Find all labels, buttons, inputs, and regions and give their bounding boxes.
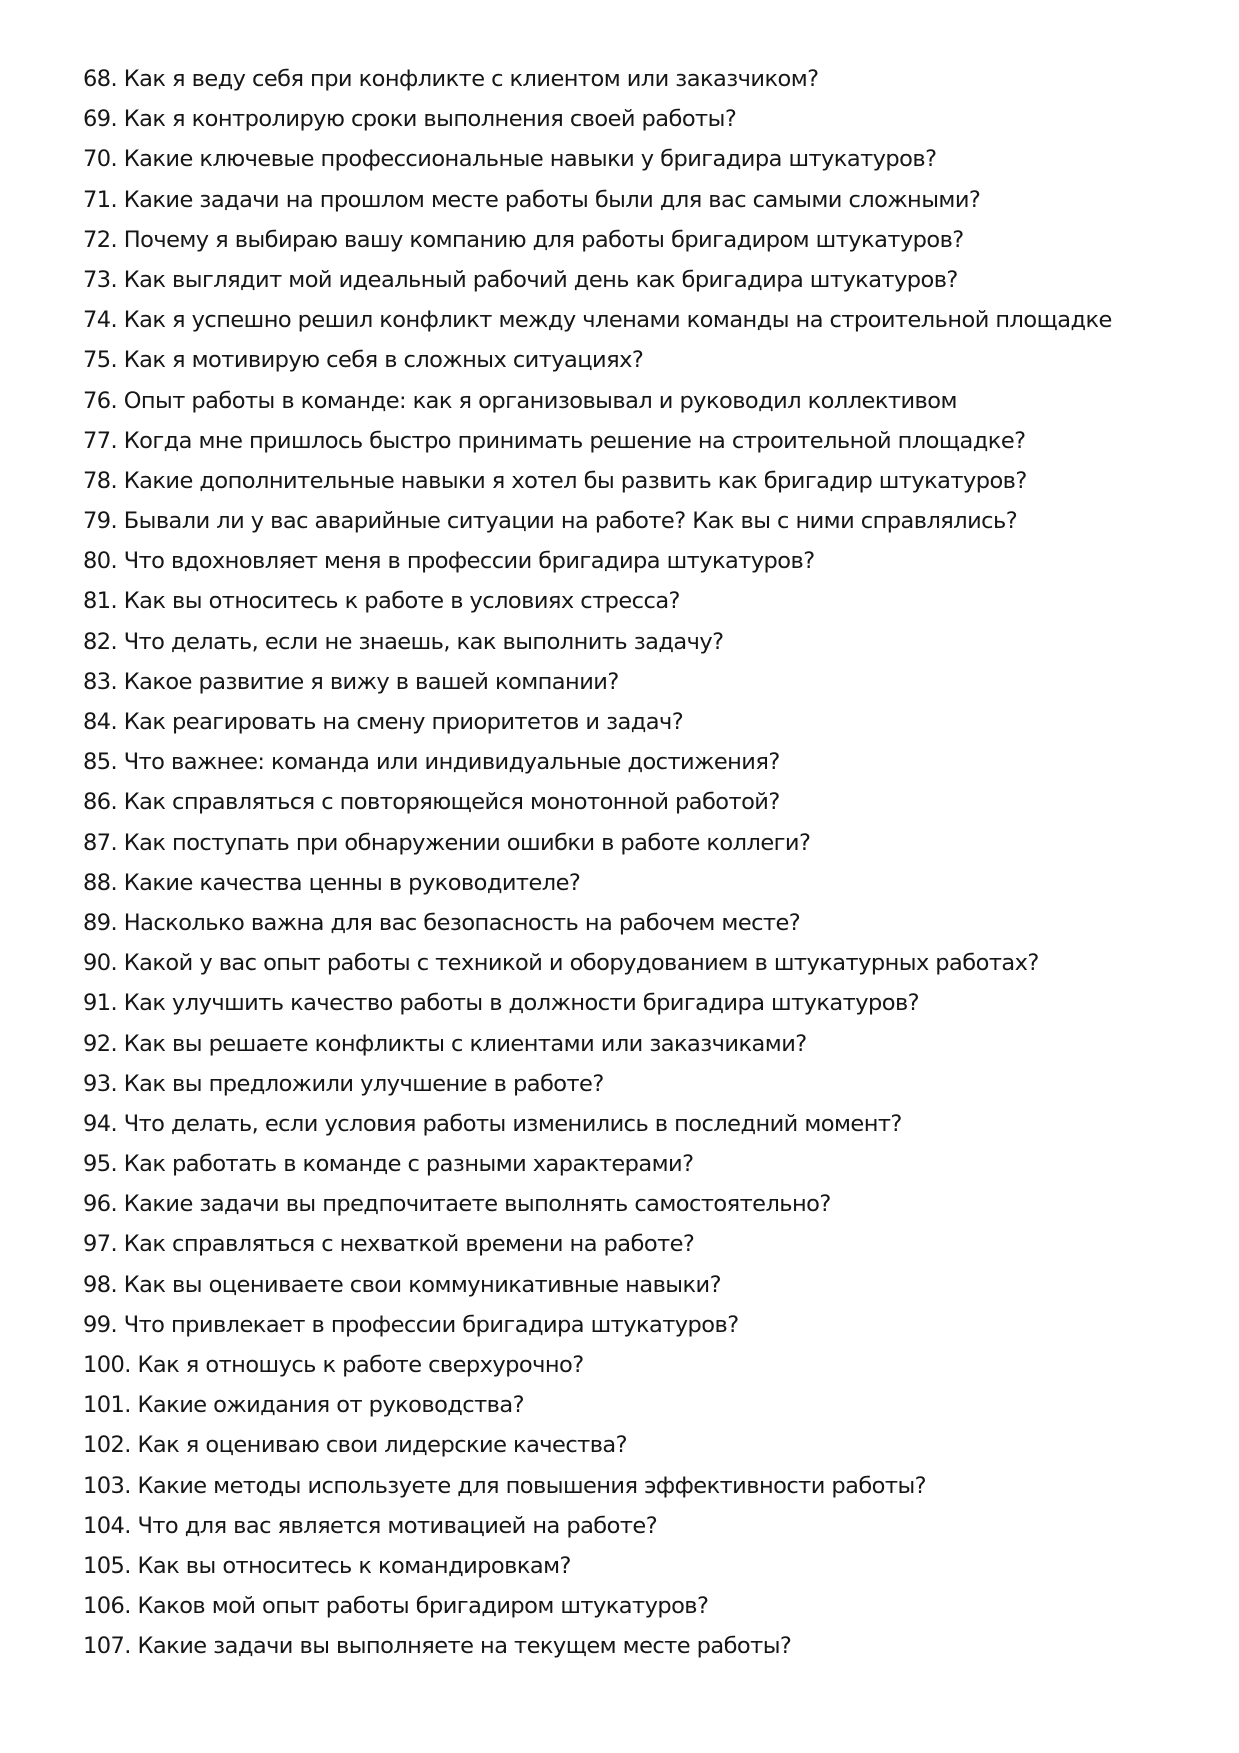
- question-item: 97. Как справляться с нехваткой времени на работе?: [83, 1231, 695, 1258]
- question-item: 90. Какой у вас опыт работы с техникой и оборудованием в штукатурных работах?: [83, 950, 1039, 977]
- question-item: 104. Что для вас является мотивацией на работе?: [83, 1512, 658, 1539]
- question-item: 93. Как вы предложили улучшение в работе?: [83, 1070, 604, 1097]
- question-item: 76. Опыт работы в команде: как я организовывал и руководил коллективом: [83, 387, 957, 414]
- question-item: 105. Как вы относитесь к командировкам?: [83, 1552, 571, 1579]
- question-item: 69. Как я контролирую сроки выполнения своей работы?: [83, 106, 737, 133]
- question-item: 98. Как вы оцениваете свои коммуникативные навыки?: [83, 1271, 722, 1298]
- question-item: 86. Как справляться с повторяющейся монотонной работой?: [83, 789, 780, 816]
- question-item: 82. Что делать, если не знаешь, как выполнить задачу?: [83, 628, 724, 655]
- question-list: [83, 59, 1203, 1667]
- question-item: 103. Какие методы используете для повышения эффективности работы?: [83, 1472, 927, 1499]
- question-item: 73. Как выглядит мой идеальный рабочий день как бригадира штукатуров?: [83, 266, 958, 293]
- question-item: 99. Что привлекает в профессии бригадира штукатуров?: [83, 1311, 739, 1338]
- question-item: 84. Как реагировать на смену приоритетов и задач?: [83, 709, 684, 735]
- question-item: 94. Что делать, если условия работы изменились в последний момент?: [83, 1110, 902, 1137]
- question-item: 83. Какое развитие я вижу в вашей компании?: [83, 668, 619, 695]
- question-item: 92. Как вы решаете конфликты с клиентами или заказчиками?: [83, 1030, 807, 1057]
- question-item: 79. Бывали ли у вас аварийные ситуации на работе? Как вы с ними справлялись?: [83, 508, 1018, 535]
- question-item: 106. Каков мой опыт работы бригадиром штукатуров?: [83, 1593, 709, 1620]
- question-item: 107. Какие задачи вы выполняете на текущем месте работы?: [83, 1633, 792, 1660]
- question-item: 88. Какие качества ценны в руководителе?: [83, 869, 581, 896]
- question-item: 77. Когда мне пришлось быстро принимать решение на строительной площадке?: [83, 427, 1026, 454]
- question-item: 96. Какие задачи вы предпочитаете выполнять самостоятельно?: [83, 1191, 831, 1218]
- question-item: 70. Какие ключевые профессиональные навыки у бригадира штукатуров?: [83, 146, 937, 173]
- question-item: 91. Как улучшить качество работы в должности бригадира штукатуров?: [83, 990, 920, 1017]
- question-item: 89. Насколько важна для вас безопасность на рабочем месте?: [83, 909, 801, 936]
- question-item: 87. Как поступать при обнаружении ошибки в работе коллеги?: [83, 829, 811, 856]
- question-item: 80. Что вдохновляет меня в профессии бригадира штукатуров?: [83, 548, 815, 575]
- question-item: 100. Как я отношусь к работе сверхурочно?: [83, 1352, 584, 1378]
- question-item: 74. Как я успешно решил конфликт между членами команды на строительной площадке: [83, 307, 1112, 334]
- question-item: 81. Как вы относитесь к работе в условиях стресса?: [83, 588, 680, 615]
- question-item: 95. Как работать в команде с разными характерами?: [83, 1151, 694, 1178]
- question-item: 85. Что важнее: команда или индивидуальные достижения?: [83, 749, 780, 776]
- question-item: 101. Какие ожидания от руководства?: [83, 1392, 525, 1419]
- question-item: 102. Как я оцениваю свои лидерские качества?: [83, 1432, 628, 1459]
- question-item: 72. Почему я выбираю вашу компанию для работы бригадиром штукатуров?: [83, 226, 964, 253]
- question-item: 68. Как я веду себя при конфликте с клиентом или заказчиком?: [83, 66, 819, 92]
- question-item: 78. Какие дополнительные навыки я хотел бы развить как бригадир штукатуров?: [83, 467, 1027, 494]
- question-item: 75. Как я мотивирую себя в сложных ситуациях?: [83, 347, 644, 374]
- question-item: 71. Какие задачи на прошлом месте работы были для вас самыми сложными?: [83, 186, 981, 213]
